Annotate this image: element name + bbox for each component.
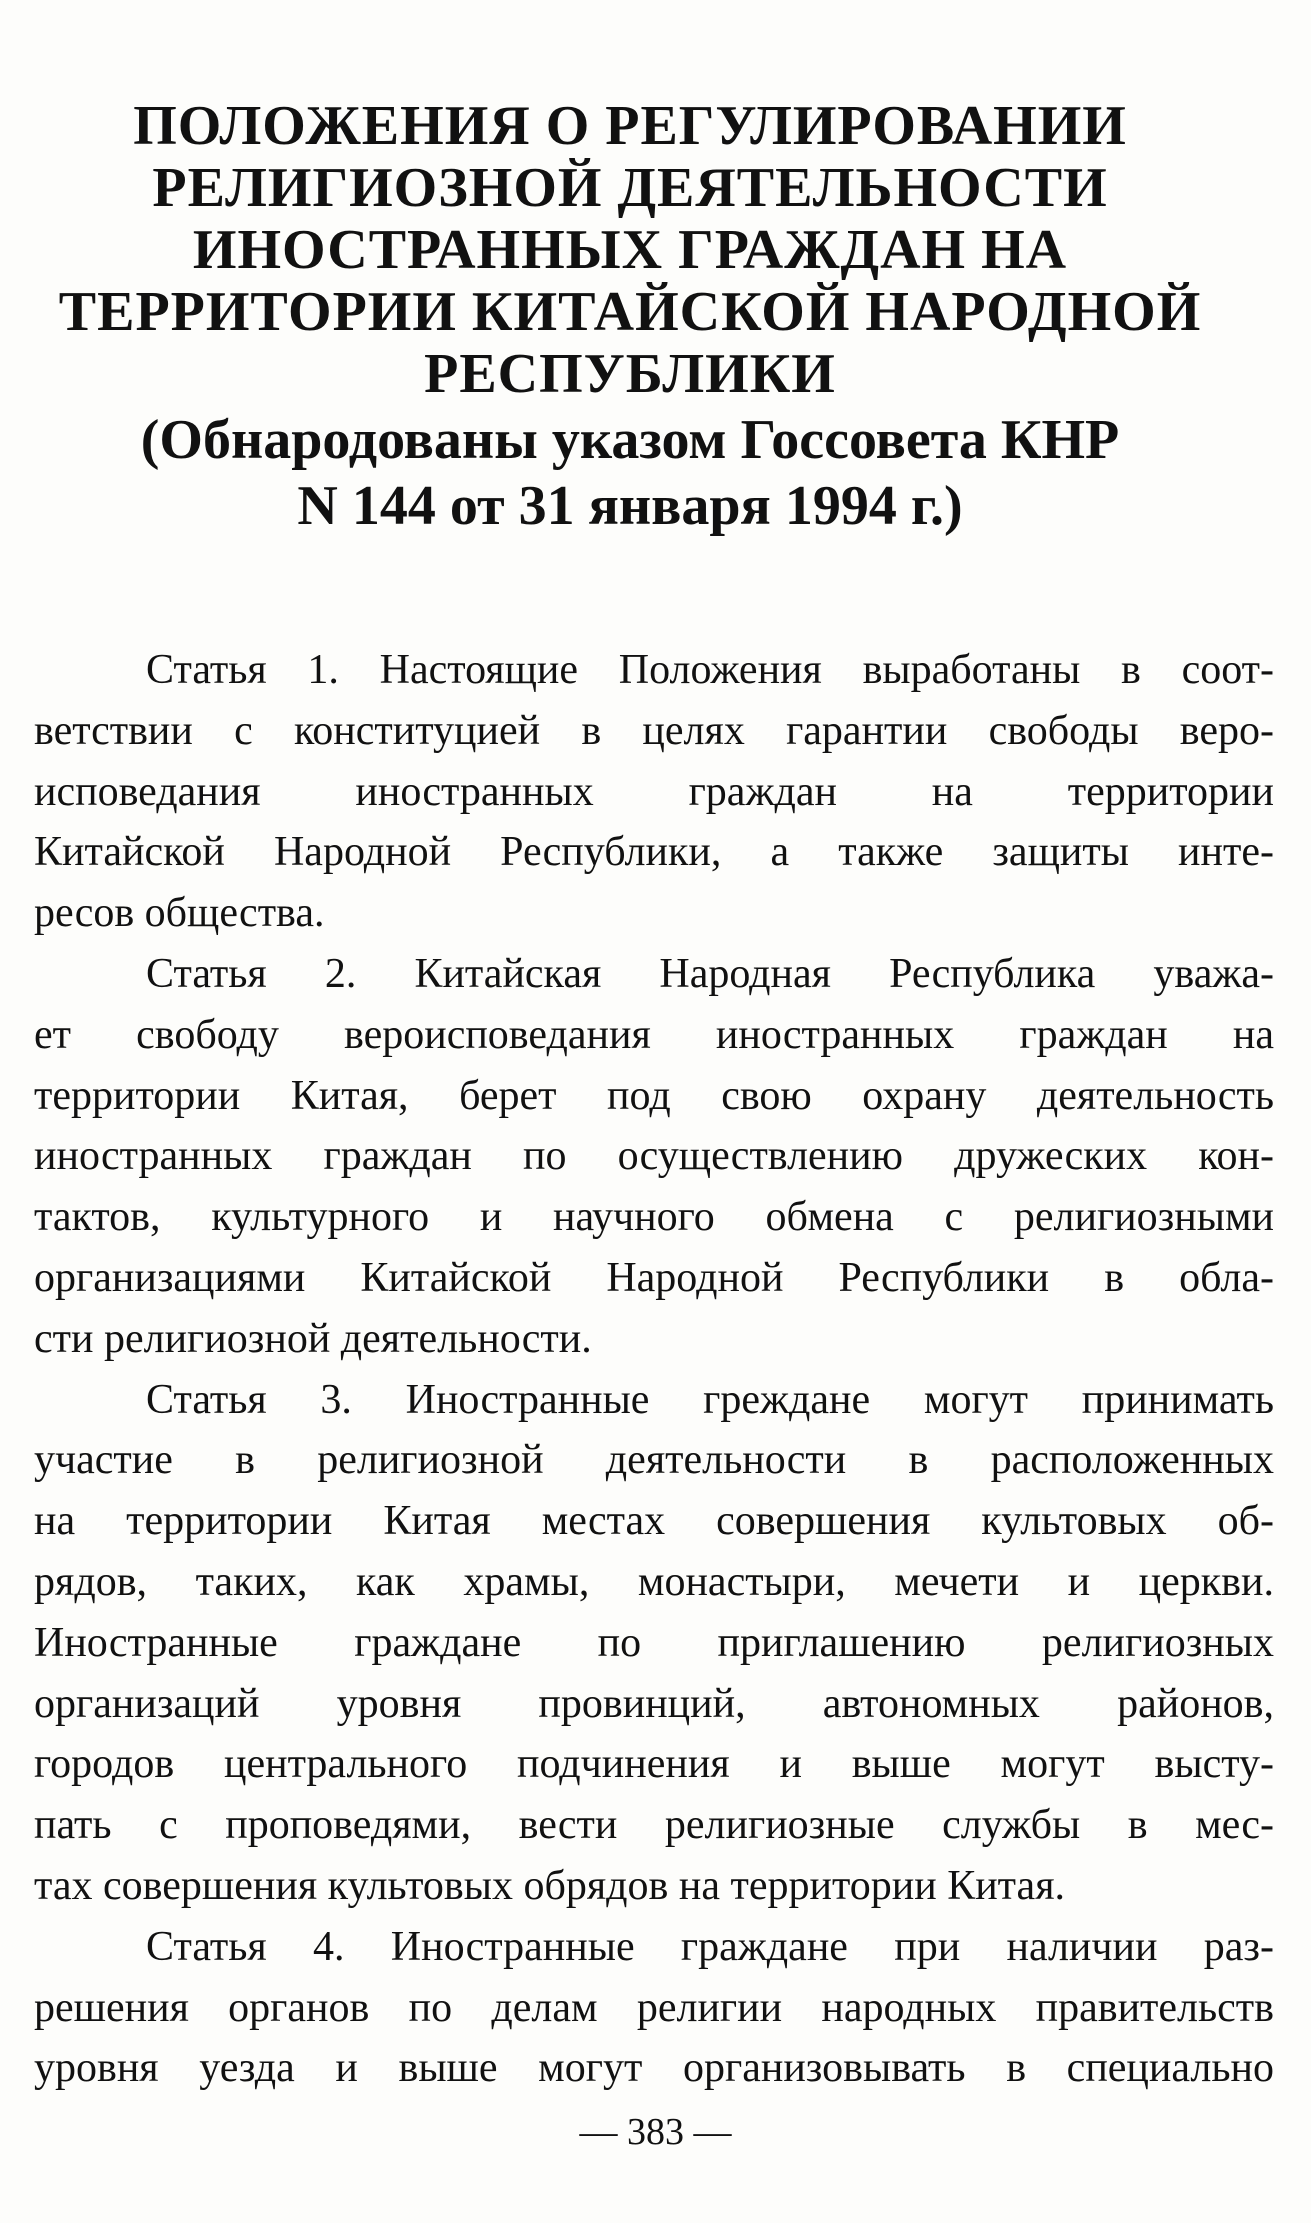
text-line: ет свободу вероисповедания иностранных граждан на [34, 1011, 1274, 1058]
text-line: сти религиозной деятельности. [34, 1315, 592, 1362]
text-line: пать с проповедями, вести религиозные службы в мес- [34, 1802, 1274, 1849]
text-line: Статья 3. Иностранные греждане могут принимать [146, 1376, 1274, 1423]
document-title [30, 95, 1230, 539]
text-line: городов центрального подчинения и выше могут высту- [34, 1741, 1274, 1788]
text-line: Статья 2. Китайская Народная Республика уважа- [146, 950, 1274, 997]
text-line: уровня уезда и выше могут организовывать в специально [34, 2045, 1274, 2092]
subtitle-line: N 144 от 31 января 1994 г.) [297, 475, 963, 537]
text-line: ветствии с конституцией в целях гарантии свободы веро- [34, 707, 1274, 754]
text-line: тактов, культурного и научного обмена с религиозными [34, 1194, 1274, 1241]
subtitle-line: (Обнародованы указом Госсовета КНР [140, 409, 1120, 471]
page-number: — 383 — [579, 2111, 732, 2153]
text-line: решения органов по делам религии народных правительств [34, 1984, 1274, 2031]
text-line: Статья 4. Иностранные граждане при наличии раз- [146, 1923, 1274, 1970]
text-line: рядов, таких, как храмы, монастыри, мечети и церкви. [34, 1558, 1274, 1605]
text-line: организациями Китайской Народной Республики в обла- [34, 1254, 1274, 1301]
text-line: территории Китая, берет под свою охрану деятельность [34, 1072, 1274, 1119]
title-line: РЕСПУБЛИКИ [424, 343, 836, 405]
title-line: ПОЛОЖЕНИЯ О РЕГУЛИРОВАНИИ [133, 95, 1127, 157]
title-line: РЕЛИГИОЗНОЙ ДЕЯТЕЛЬНОСТИ [152, 157, 1108, 219]
text-line: тах совершения культовых обрядов на территории Китая. [34, 1862, 1066, 1909]
text-line: Статья 1. Настоящие Положения выработаны в соот- [146, 647, 1274, 693]
article-4 [34, 1917, 1274, 2099]
text-line: Иностранные граждане по приглашению религиозных [34, 1619, 1274, 1666]
title-line: ИНОСТРАННЫХ ГРАЖДАН НА [192, 219, 1068, 281]
article-1 [34, 640, 1274, 944]
text-line: участие в религиозной деятельности в расположенных [34, 1437, 1274, 1484]
article-2 [34, 944, 1274, 1370]
text-line: исповедания иностранных граждан на территории [34, 768, 1274, 815]
article-3 [34, 1370, 1274, 1917]
text-line: на территории Китая местах совершения культовых об- [34, 1498, 1274, 1545]
text-line: иностранных граждан по осуществлению дружеских кон- [34, 1133, 1274, 1180]
title-line: ТЕРРИТОРИИ КИТАЙСКОЙ НАРОДНОЙ [58, 281, 1202, 343]
text-line: Китайской Народной Республики, а также защиты инте- [34, 829, 1274, 876]
text-line: ресов общества. [34, 890, 325, 937]
text-line: организаций уровня провинций, автономных районов, [34, 1680, 1274, 1727]
document-body [34, 640, 1274, 2099]
